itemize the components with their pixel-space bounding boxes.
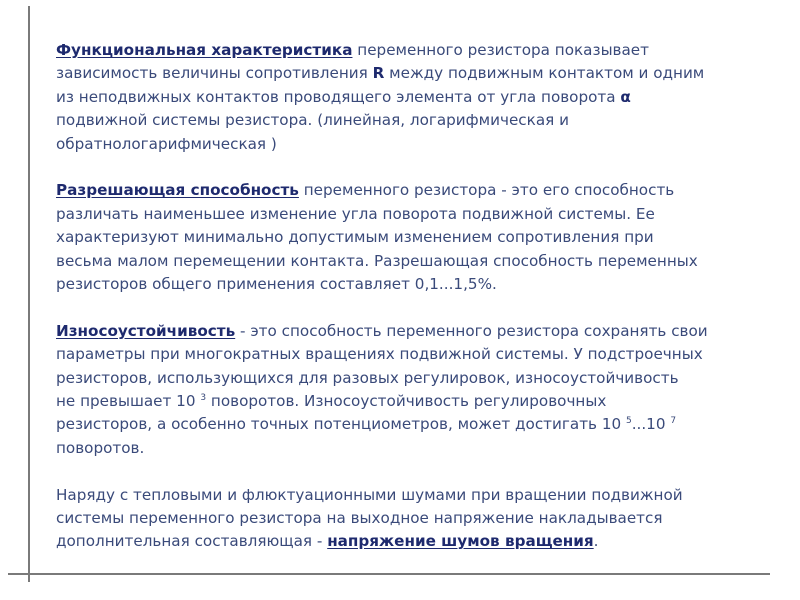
horizontal-divider-line [8, 573, 770, 575]
paragraph-resolution [56, 179, 776, 296]
text-span: между подвижным контактом и одним [384, 64, 705, 83]
text-span: из неподвижных контактов проводящего элемента от угла поворота [56, 87, 621, 106]
text-span: поворотов. [56, 438, 145, 457]
text-span: резисторов, использующихся для разовых регулировок, износоустойчивость [56, 368, 679, 387]
symbol-r: R [372, 64, 385, 83]
symbol-alpha: α [620, 87, 631, 106]
text-span: поворотов. Износоустойчивость регулировочных [206, 392, 607, 411]
text-span: обратнологарифмическая ) [56, 134, 277, 153]
text-span: весьма малом перемещении контакта. Разрешающая способность переменных [56, 251, 698, 270]
paragraph-functional-characteristic [56, 39, 776, 156]
link-rotation-noise-voltage[interactable]: напряжение шумов вращения [327, 532, 594, 551]
paragraph-wear-resistance [56, 320, 776, 460]
text-span: Наряду с тепловыми и флюктуационными шумами при вращении подвижной [56, 485, 683, 504]
paragraph-rotation-noise [56, 484, 776, 554]
paragraph-gap [56, 156, 776, 179]
text-span: . [593, 532, 599, 551]
text-span: резисторов общего применения составляет 0,1...1,5%. [56, 275, 497, 294]
text-span: переменного резистора - это его способность [298, 181, 675, 200]
text-span: резисторов, а особенно точных потенциометров, может достигать 10 [56, 415, 626, 434]
term-functional-characteristic: Функциональная характеристика [56, 41, 353, 59]
vertical-divider-line [28, 6, 30, 582]
superscript-exponent: 7 [670, 416, 677, 427]
text-span: - это способность переменного резистора сохранять свои [235, 321, 708, 340]
text-span: переменного резистора показывает [352, 41, 650, 59]
superscript-exponent: 3 [200, 393, 207, 403]
text-span: ...10 [631, 415, 671, 434]
text-span: различать наименьшее изменение угла поворота подвижной системы. Ее [56, 204, 655, 223]
paragraph-gap [56, 460, 776, 483]
text-span: не превышает 10 [56, 392, 201, 411]
text-span: зависимость величины сопротивления [56, 64, 373, 83]
slide-text-body [56, 39, 776, 554]
text-span: характеризуют минимально допустимым изменением сопротивления при [56, 228, 654, 247]
paragraph-gap [56, 296, 776, 319]
text-span: системы переменного резистора на выходное напряжение накладывается [56, 509, 663, 528]
text-span: подвижной системы резистора. (линейная, логарифмическая и [56, 111, 569, 130]
superscript-exponent: 5 [625, 416, 632, 427]
text-span: дополнительная составляющая - [56, 532, 328, 551]
text-span: параметры при многократных вращениях подвижной системы. У подстроечных [56, 345, 703, 364]
term-resolution: Разрешающая способность [56, 181, 299, 200]
term-wear-resistance: Износоустойчивость [56, 321, 236, 340]
